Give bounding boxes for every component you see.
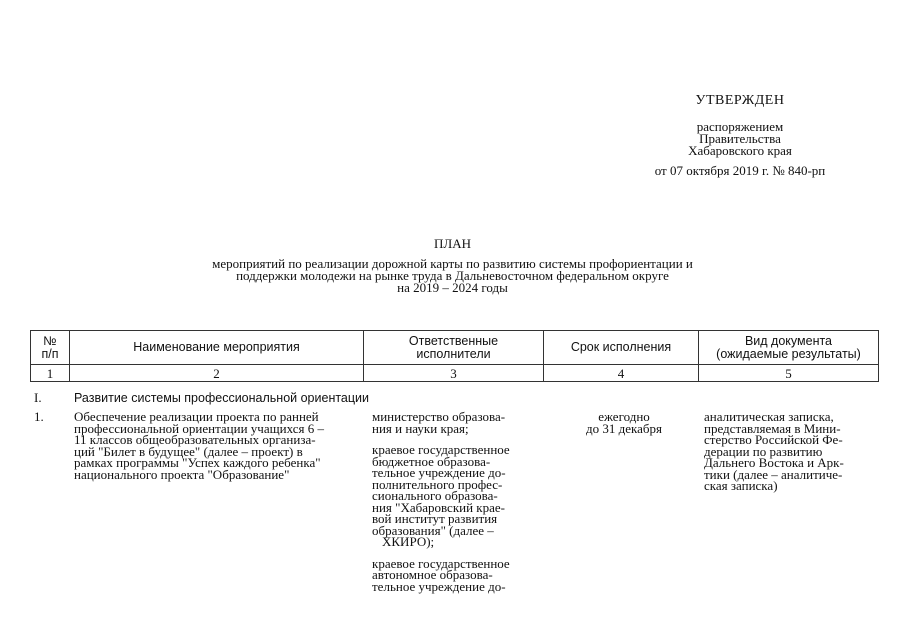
column-number: 1: [31, 365, 70, 382]
approval-line: распоряжением: [696, 119, 784, 134]
plan-subtitle: [0, 258, 905, 294]
header-document-type: Вид документа (ожидаемые результаты): [699, 331, 879, 365]
approval-line: Хабаровского края: [688, 143, 792, 158]
column-number: 2: [70, 365, 364, 382]
executor-entry: краевое государственное автономное образова- тельное учреждение до-: [372, 555, 510, 594]
section-number: I.: [34, 390, 42, 405]
column-number: 5: [699, 365, 879, 382]
approval-line: Правительства: [699, 131, 781, 146]
plan-subtitle-line: мероприятий по реализации дорожной карты по развитию системы профориентации и: [212, 256, 693, 271]
executor-entry: краевое государственное бюджетное образова- тельное учреждение до- полнительного профес- сионального образова- ния "Хабаровский крае- вой институт развития образования" (далее – ХКИРО);: [372, 442, 510, 549]
approval-decree: от 07 октября 2019 г. № 840-рп: [654, 163, 826, 178]
column-number: 4: [544, 365, 699, 382]
section-title: Развитие системы профессиональной ориентации: [74, 391, 370, 405]
column-number: 3: [364, 365, 544, 382]
approval-heading: УТВЕРЖДЕН: [695, 93, 785, 108]
row-executors: [372, 411, 542, 602]
header-deadline: Срок исполнения: [544, 331, 699, 365]
row-event-name: Обеспечение реализации проекта по ранней профессиональной ориентации учащихся 6 – 11 классов общеобразовательных организа- ций "Билет в будущее" (далее – проект) в рамках программы "Успех каждого ребенка" национального проекта "Образование": [74, 409, 324, 482]
plan-subtitle-line: поддержки молодежи на рынке труда в Дальневосточном федеральном округе: [236, 268, 669, 283]
row-number: 1.: [34, 409, 44, 424]
executor-entry: министерство образова- ния и науки края;: [372, 409, 506, 436]
plan-title: ПЛАН: [434, 236, 471, 251]
plan-table-header: [30, 330, 879, 382]
approval-block: [600, 92, 880, 177]
header-event-name: Наименование мероприятия: [70, 331, 364, 365]
row-document-type: аналитическая записка, представляемая в Мини- стерство Российской Фе- дерации по развитию Дальнего Востока и Арк- тики (далее – аналитиче- ская записка): [704, 409, 844, 493]
table-row: [34, 411, 884, 640]
header-number: № п/п: [31, 331, 70, 365]
row-deadline: ежегодно до 31 декабря: [586, 409, 662, 436]
header-executors: Ответственные исполнители: [364, 331, 544, 365]
plan-subtitle-line: на 2019 – 2024 годы: [397, 280, 508, 295]
